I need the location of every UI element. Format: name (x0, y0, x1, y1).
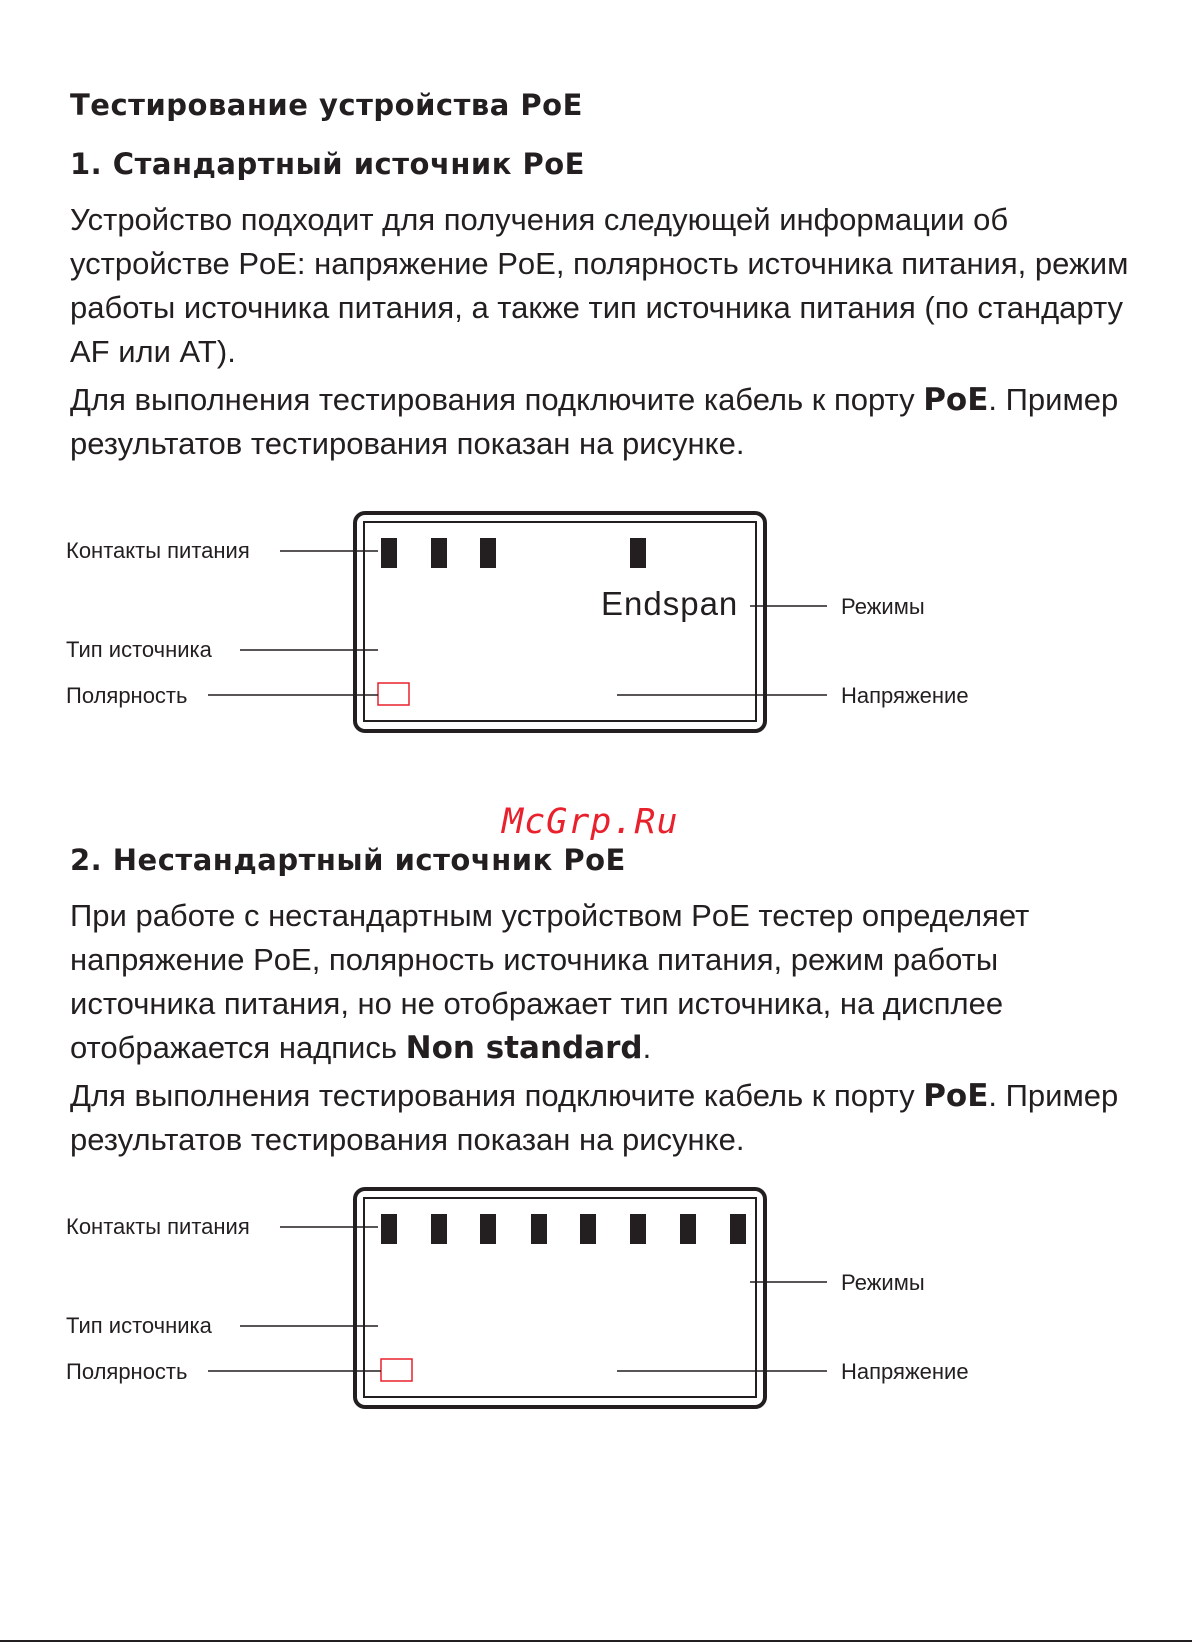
section1-heading: 1. Стандартный источник PoE (70, 147, 585, 181)
label-voltage: Напряжение (841, 1359, 969, 1384)
section2-paragraph2 (70, 1074, 1150, 1162)
label-polarity: Полярность (66, 683, 188, 708)
contact-bar (431, 1214, 447, 1244)
lcd-outer-frame (355, 1189, 765, 1407)
contact-bar (580, 1214, 596, 1244)
port-name-bold: PoE (923, 1078, 989, 1114)
figure1-standard-display (0, 510, 1192, 750)
contact-bar (480, 1214, 496, 1244)
contact-bar (381, 1214, 397, 1244)
label-source-type: Тип источника (66, 1313, 212, 1338)
label-polarity: Полярность (66, 1359, 188, 1384)
text-run: Для выполнения тестирования подключите кабель к порту (70, 382, 924, 417)
text-run: При работе с нестандартным устройством PoE тестер определяет напряжение PoE, полярность источника питания, режим работы источника питания, но не отображает тип источника, на дисплее отображается надпись (70, 898, 1030, 1065)
section2-paragraph1 (70, 894, 1150, 1070)
contact-bar (630, 538, 646, 568)
section2-heading: 2. Нестандартный источник PoE (70, 843, 626, 877)
lcd-inner-frame (364, 1198, 756, 1397)
non-standard-bold: Non standard (405, 1030, 643, 1066)
label-source-type: Тип источника (66, 637, 212, 662)
contact-bar (431, 538, 447, 568)
text-run: . (642, 1030, 652, 1065)
figure2-nonstandard-display (0, 1186, 1192, 1426)
polarity-indicator-box (378, 683, 409, 705)
contact-bar (630, 1214, 646, 1244)
contact-bar (480, 538, 496, 568)
figure1-contacts (381, 538, 646, 568)
page-title: Тестирование устройства PoE (70, 88, 583, 122)
label-contacts: Контакты питания (66, 1214, 250, 1239)
label-modes: Режимы (841, 1270, 925, 1295)
section1-paragraph2 (70, 378, 1150, 466)
mode-readout: Endspan (601, 585, 739, 622)
text-run: . Пример результатов тестирования показан на рисунке. (70, 1078, 1119, 1157)
text-run: Для выполнения тестирования подключите кабель к порту (70, 1078, 924, 1113)
label-modes: Режимы (841, 594, 925, 619)
contact-bar (680, 1214, 696, 1244)
contact-bar (531, 1214, 547, 1244)
contact-bar (381, 538, 397, 568)
label-voltage: Напряжение (841, 683, 969, 708)
port-name-bold: PoE (923, 382, 989, 418)
text-run: . Пример результатов тестирования показан на рисунке. (70, 382, 1119, 461)
contact-bar (730, 1214, 746, 1244)
figure2-contacts (381, 1214, 746, 1244)
watermark: McGrp.Ru (502, 802, 679, 842)
label-contacts: Контакты питания (66, 538, 250, 563)
section1-paragraph1: Устройство подходит для получения следующей информации об устройстве PoE: напряжение PoE, полярность источника питания, режим работы источника питания, а также тип источника питания (по стандарту AF или AT). (70, 202, 1129, 369)
footer-rule (0, 1640, 1192, 1642)
polarity-indicator-box (381, 1359, 412, 1381)
